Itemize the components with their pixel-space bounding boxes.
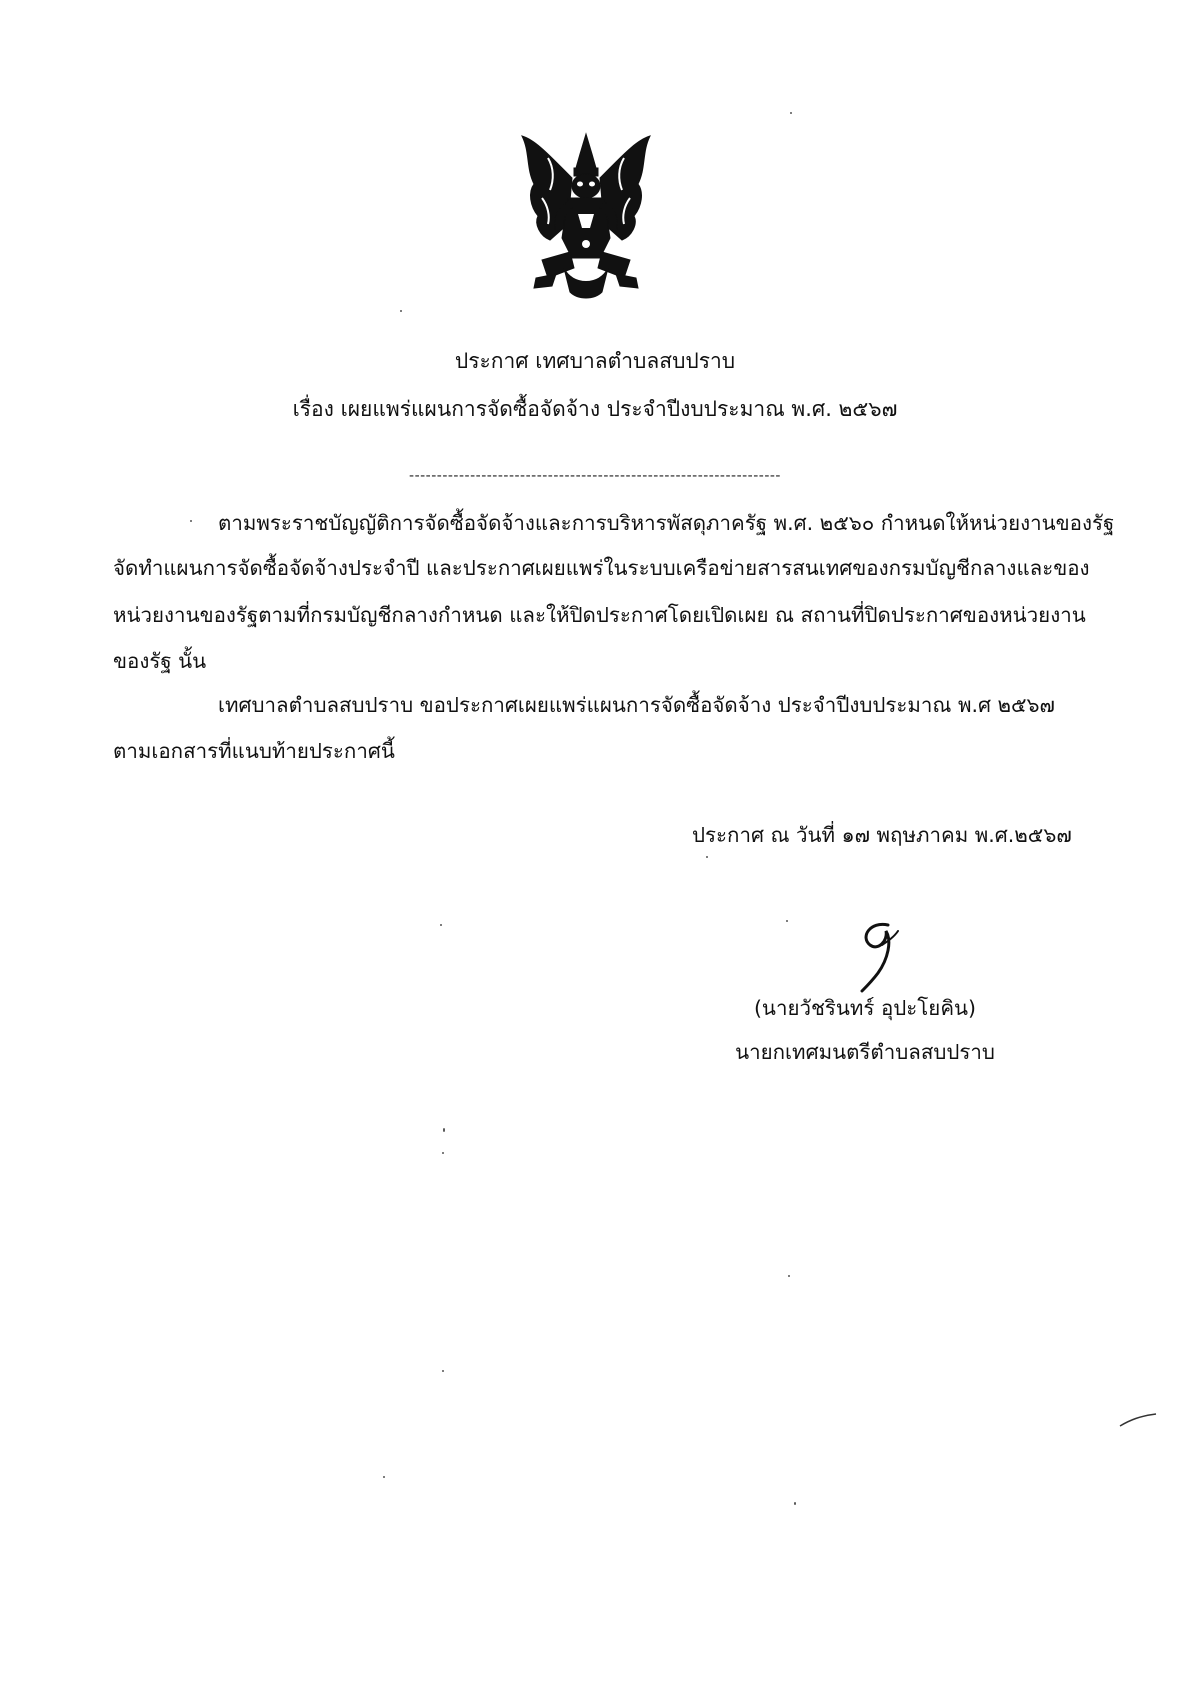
- signer-name: (นายวัชรินทร์ อุปะโยคิน): [753, 996, 977, 1020]
- scan-speck: [794, 1502, 796, 1505]
- scan-speck: [706, 856, 708, 858]
- scan-speck: [383, 1476, 385, 1478]
- signer-position: นายกเทศมนตรีตำบลสบปราบ: [735, 1040, 995, 1064]
- scan-speck: [190, 520, 192, 522]
- paragraph-1-line-2: จัดทำแผนการจัดซื้อจัดจ้างประจำปี และประกาศเผยแพร่ในระบบเครือข่ายสารสนเทศของกรมบัญชีกลางและของ: [113, 556, 1090, 580]
- scan-speck: [400, 310, 402, 312]
- paragraph-1-line-4: ของรัฐ นั้น: [113, 649, 207, 673]
- scan-scratch-mark: [1118, 1410, 1158, 1430]
- garuda-emblem-icon: [512, 128, 660, 304]
- scan-speck: [443, 1128, 445, 1132]
- paragraph-2-line-2: ตามเอกสารที่แนบท้ายประกาศนี้: [113, 739, 395, 763]
- handwritten-signature-icon: [848, 915, 918, 995]
- scan-speck: [440, 924, 442, 926]
- announcement-date: ประกาศ ณ วันที่ ๑๗ พฤษภาคม พ.ศ.๒๕๖๗: [692, 823, 1072, 847]
- scan-speck: [442, 1370, 444, 1372]
- paragraph-1-line-1: ตามพระราชบัญญัติการจัดซื้อจัดจ้างและการบริหารพัสดุภาครัฐ พ.ศ. ๒๕๖๐ กำหนดให้หน่วยงานของรัฐ: [218, 511, 1115, 535]
- separator-line: -------------------------------------------------------------------: [409, 468, 781, 484]
- paragraph-2-line-1: เทศบาลตำบลสบปราบ ขอประกาศเผยแพร่แผนการจัดซื้อจัดจ้าง ประจำปีงบประมาณ พ.ศ ๒๕๖๗: [218, 693, 1055, 717]
- paragraph-1-line-3: หน่วยงานของรัฐตามที่กรมบัญชีกลางกำหนด และให้ปิดประกาศโดยเปิดเผย ณ สถานที่ปิดประกาศของหน่วยงาน: [113, 603, 1086, 627]
- scan-speck: [788, 1275, 790, 1277]
- announcement-title: ประกาศ เทศบาลตำบลสบปราบ: [454, 349, 736, 373]
- scan-speck: [786, 920, 788, 922]
- scan-speck: [790, 112, 792, 114]
- announcement-subject: เรื่อง เผยแพร่แผนการจัดซื้อจัดจ้าง ประจำปีงบประมาณ พ.ศ. ๒๕๖๗: [292, 397, 898, 421]
- scan-speck: [442, 1152, 444, 1154]
